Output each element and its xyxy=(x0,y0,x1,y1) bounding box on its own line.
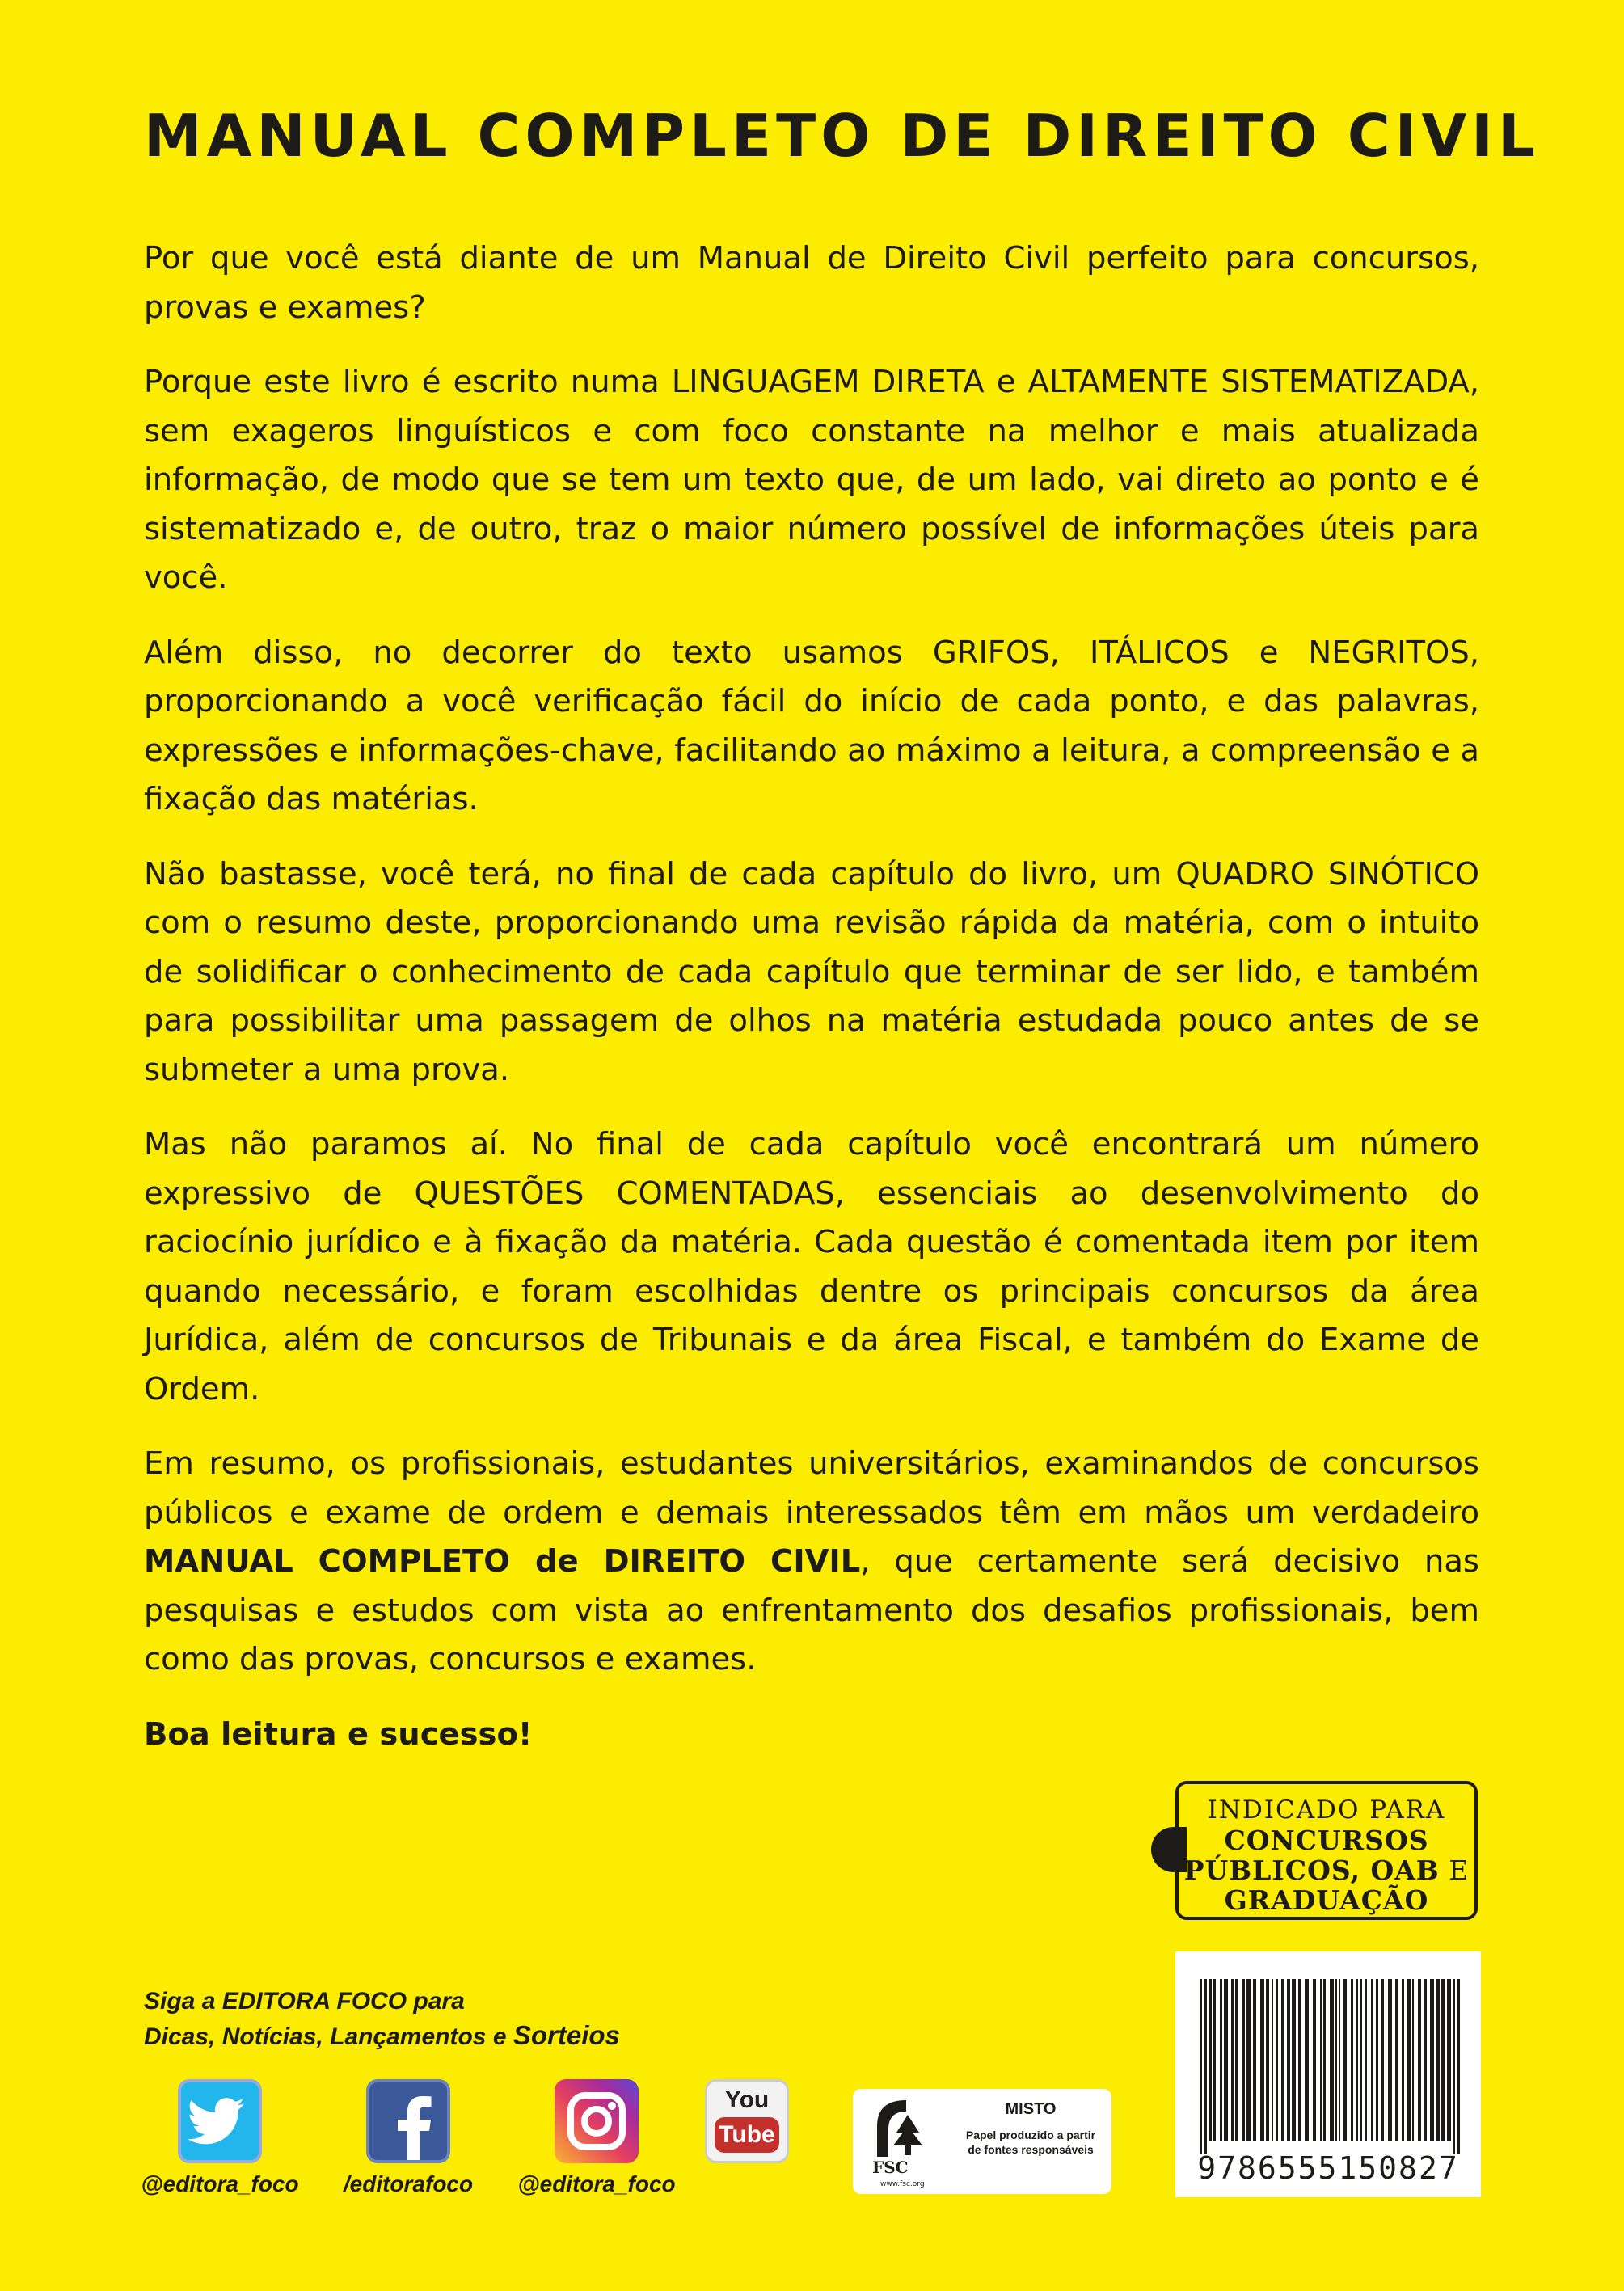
paragraph-6 xyxy=(144,1440,1479,1685)
social-instagram[interactable] xyxy=(508,2079,685,2197)
barcode-bar xyxy=(1213,1979,1216,2141)
follow-line-2-bold: Sorteios xyxy=(513,2020,620,2050)
social-facebook[interactable] xyxy=(327,2079,489,2197)
barcode-bar xyxy=(1381,1979,1384,2141)
barcode-bar xyxy=(1402,1979,1404,2141)
barcode-bar xyxy=(1235,1979,1238,2141)
barcode-bar xyxy=(1231,1979,1234,2141)
book-title: MANUAL COMPLETO DE DIREITO CIVIL xyxy=(144,102,1540,170)
barcode-bar xyxy=(1356,1979,1358,2141)
barcode-bar xyxy=(1395,1979,1398,2141)
barcode-bar xyxy=(1266,1979,1269,2141)
paragraph-6-bold: MANUAL COMPLETO de DIREITO CIVIL xyxy=(144,1543,861,1580)
social-twitter[interactable] xyxy=(139,2079,301,2197)
barcode-bar xyxy=(1335,1979,1337,2141)
twitter-handle[interactable]: @editora_foco xyxy=(141,2171,299,2196)
paragraph-3: Além disso, no decorrer do texto usamos GRIFOS, ITÁLICOS e NEGRITOS, proporcionando a você verificação fácil do início de cada ponto, e das palavras, expressões e informações-chave, facilitando ao máximo a leitura, a compreensão e a fixação das matérias. xyxy=(144,634,1479,817)
fsc-description xyxy=(950,2128,1111,2157)
barcode-bar xyxy=(1447,1979,1451,2141)
fsc-tree-icon xyxy=(861,2094,950,2191)
instagram-handle[interactable]: @editora_foco xyxy=(517,2171,676,2196)
paragraph-2: Porque este livro é escrito numa LINGUAGEM DIRETA e ALTAMENTE SISTEMATIZADA, sem exageros linguísticos e com foco constante na melhor e mais atualizada informação, de modo que se tem um texto que, de um lado, vai direto ao ponto e é sistematizado e, de outro, traz o maior número possível de informações úteis para você. xyxy=(144,364,1479,596)
youtube-icon[interactable] xyxy=(705,2079,789,2163)
badge-line-2: CONCURSOS xyxy=(1224,1825,1429,1856)
barcode-guard-bar xyxy=(1453,1979,1455,2154)
barcode-guard-bar xyxy=(1204,1979,1207,2154)
badge-line-4: GRADUAÇÃO xyxy=(1224,1884,1429,1916)
indicated-for-badge xyxy=(1175,1781,1478,1920)
barcode-bar xyxy=(1424,1979,1427,2141)
barcode-bar xyxy=(1242,1979,1245,2141)
paragraph-6-start: Em resumo, os profissionais, estudantes universitários, examinandos de concursos públicos e exame de ordem e demais interessados têm em mãos um verdadeiro xyxy=(144,1445,1479,1531)
barcode-bar xyxy=(1436,1979,1440,2141)
badge-line-1: INDICADO PARA xyxy=(1207,1795,1446,1825)
follow-line-1: Siga a EDITORA FOCO para xyxy=(144,1988,465,2015)
barcode-bar xyxy=(1220,1979,1222,2141)
facebook-handle[interactable]: /editorafoco xyxy=(343,2171,474,2196)
badge-line-3-bold: PÚBLICOS, OAB xyxy=(1183,1854,1440,1886)
barcode-bar xyxy=(1360,1979,1362,2141)
instagram-icon[interactable] xyxy=(555,2079,639,2163)
follow-line-2 xyxy=(144,2019,620,2054)
badge-line-3 xyxy=(1179,1855,1474,1885)
barcode-bar xyxy=(1272,1979,1273,2141)
paragraph-4: Não bastasse, você terá, no final de cada capítulo do livro, um QUADRO SINÓTICO com o resumo deste, proporcionando uma revisão rápida da matéria, com o intuito de solidificar o conhecimento de cada capítulo que terminar de ser lido, e também para possibilitar uma passagem de olhos na matéria estudada pouco antes de se submeter a uma prova. xyxy=(144,855,1479,1088)
paragraph-6-end: , que certamente será decisivo nas pesquisas e estudos com vista ao enfrentamento dos desafios profissionais, bem como das provas, concursos e exames. xyxy=(144,1543,1479,1677)
follow-line-2-prefix: Dicas, Notícias, Lançamentos e xyxy=(144,2023,513,2050)
fsc-desc-line-1: Papel produzido a partir xyxy=(965,2129,1096,2141)
fsc-logo-text: FSC xyxy=(872,2158,909,2177)
closing-line: Boa leitura e sucesso! xyxy=(144,1715,533,1753)
youtube-tube-text: Tube xyxy=(715,2117,779,2153)
barcode-bar xyxy=(1330,1979,1334,2141)
barcode-bar xyxy=(1376,1979,1378,2141)
badge-line-3-light: E xyxy=(1439,1854,1470,1886)
fsc-desc-line-2: de fontes responsáveis xyxy=(968,2143,1094,2156)
twitter-icon[interactable] xyxy=(178,2079,262,2163)
isbn-barcode xyxy=(1175,1951,1481,2197)
isbn-digits: 9786555150827 xyxy=(1197,2150,1459,2186)
barcode-bar xyxy=(1412,1979,1414,2141)
barcode-bar xyxy=(1313,1979,1316,2141)
barcode-bar xyxy=(1287,1979,1290,2141)
barcode-bars xyxy=(1175,1951,1481,2154)
barcode-bar xyxy=(1305,1979,1309,2141)
back-cover-text xyxy=(144,234,1479,1785)
social-youtube[interactable] xyxy=(705,2079,789,2163)
barcode-bar xyxy=(1441,1979,1445,2141)
barcode-bar xyxy=(1371,1979,1373,2141)
barcode-bar xyxy=(1292,1979,1296,2141)
barcode-bar xyxy=(1339,1979,1340,2141)
barcode-bar xyxy=(1209,1979,1212,2141)
barcode-bar xyxy=(1418,1979,1421,2141)
barcode-bar xyxy=(1365,1979,1367,2141)
barcode-bar xyxy=(1260,1979,1264,2141)
barcode-guard-bar xyxy=(1457,1979,1460,2154)
barcode-bar xyxy=(1430,1979,1434,2141)
paragraph-5: Mas não paramos aí. No final de cada capítulo você encontrará um número expressivo de QUESTÕES COMENTADAS, essenciais ao desenvolvimento do raciocínio jurídico e à fixação da matéria. Cada questão é comentada item por item quando necessário, e foram escolhidas dentre os principais concursos da área Jurídica, além de concursos de Tribunais e da área Fiscal, e também do Exame de Ordem. xyxy=(144,1126,1479,1407)
fsc-label xyxy=(853,2089,1111,2194)
follow-text xyxy=(144,1985,620,2054)
barcode-bar xyxy=(1351,1979,1353,2141)
barcode-bar xyxy=(1224,1979,1228,2141)
barcode-bar xyxy=(1276,1979,1278,2141)
barcode-guard-bar xyxy=(1200,1979,1202,2154)
barcode-bar xyxy=(1253,1979,1256,2141)
paragraph-1: Por que você está diante de um Manual de Direito Civil perfeito para concursos, provas e exames? xyxy=(144,240,1479,326)
barcode-bar xyxy=(1246,1979,1251,2141)
barcode-bar xyxy=(1320,1979,1322,2141)
facebook-icon[interactable] xyxy=(366,2079,450,2163)
fsc-title: MISTO xyxy=(1005,2100,1057,2118)
barcode-bar xyxy=(1343,1979,1347,2141)
youtube-you-text: You xyxy=(724,2086,770,2113)
barcode-bar xyxy=(1407,1979,1411,2141)
barcode-bar xyxy=(1298,1979,1301,2141)
barcode-bar xyxy=(1388,1979,1392,2141)
fsc-url: www.fsc.org xyxy=(880,2180,925,2188)
barcode-bar xyxy=(1281,1979,1284,2141)
barcode-bar xyxy=(1323,1979,1326,2141)
